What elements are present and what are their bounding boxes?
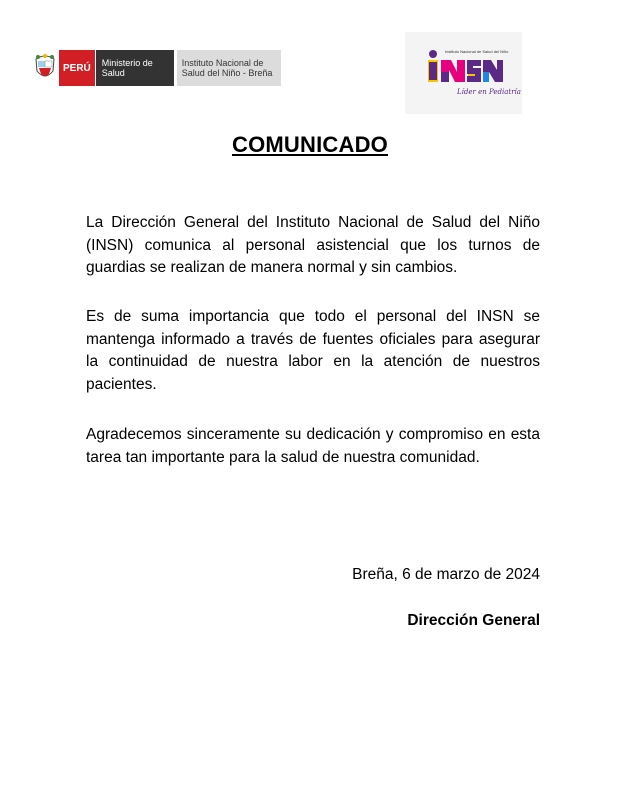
signature: Dirección General: [407, 612, 540, 629]
logo-small-text: Instituto Nacional de Salud del Niño: [445, 49, 509, 54]
insn-logo: [405, 32, 522, 114]
logo-tagline: Líder en Pediatría: [457, 88, 521, 96]
paragraph-3: Agradecemos sinceramente su dedicación y compromiso en esta tarea tan importante para la salud de nuestra comunidad.: [86, 426, 540, 466]
paragraph-1: La Dirección General del Instituto Nacional de Salud del Niño (INSN) comunica al personal asistencial que los turnos de guardias se realizan de manera normal y sin cambios.: [86, 214, 540, 276]
ministry-label: Ministerio de Salud: [96, 50, 174, 86]
institute-label: [177, 50, 281, 86]
date-line: Breña, 6 de marzo de 2024: [352, 566, 540, 583]
document-title: COMUNICADO: [232, 132, 388, 157]
government-header: [33, 50, 281, 86]
peru-label: PERÚ: [59, 50, 95, 86]
paragraph-2: Es de suma importancia que todo el personal del INSN se mantenga informado a través de fuentes oficiales para asegurar la continuidad de nuestra labor en la atención de nuestros pacientes.: [86, 308, 540, 393]
institute-line1: Instituto Nacional de: [181, 58, 264, 68]
institute-line2: Salud del Niño - Breña: [181, 68, 273, 78]
insn-logo-graphic: [405, 32, 522, 114]
coat-of-arms-icon: [33, 50, 57, 86]
